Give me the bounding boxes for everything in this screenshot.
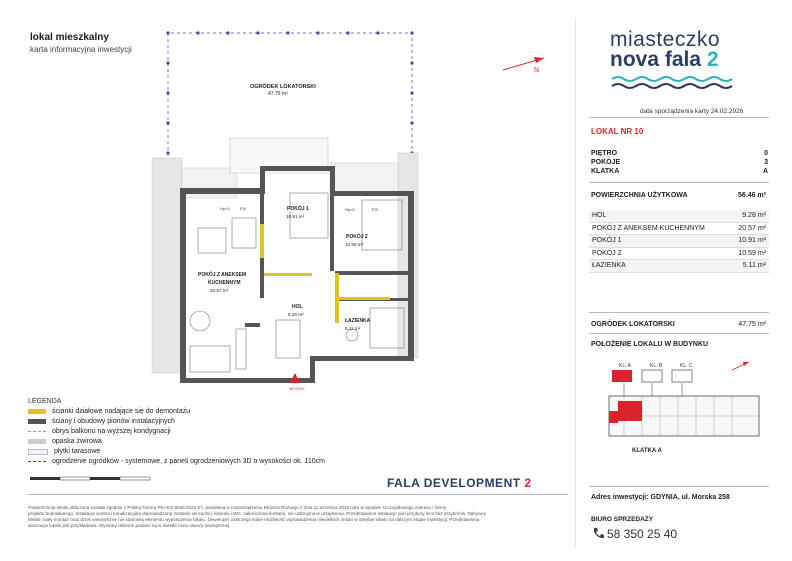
legend-item xyxy=(28,438,102,445)
room-area-ak: 20.57 m² xyxy=(210,288,229,293)
detail-label-rooms: POKOJE xyxy=(591,159,621,166)
divider xyxy=(28,494,568,495)
room-name: POKÓJ 2 xyxy=(592,249,622,257)
fix-label: FIX xyxy=(240,206,247,211)
rooms-table xyxy=(589,210,769,273)
legend-title: LEGENDA xyxy=(28,398,62,405)
legend-swatch xyxy=(28,419,46,424)
logo-line2 xyxy=(610,48,719,72)
divider xyxy=(589,117,769,118)
developer-logo-part: DEVELOPMENT xyxy=(423,476,525,490)
legend-item xyxy=(28,448,100,455)
usable-area-label: POWIERZCHNIA UŻYTKOWA xyxy=(591,192,688,199)
fix-label: FIX xyxy=(372,207,379,212)
hp-label: Hp=0 xyxy=(345,207,355,212)
legend-text: ścianki działowe nadające się do demontażu xyxy=(52,408,191,415)
table-row xyxy=(589,235,769,248)
detail-value-staircase: A xyxy=(762,168,768,175)
legend-text: ściany i obudowy pionów instalacyjnych xyxy=(52,418,175,425)
legend-swatch xyxy=(28,439,46,444)
footnote-line: aranżacja lokalu jest przykładowa. Wymiary okienne podane są w świetle muru otwory zewnętrznej. xyxy=(28,523,231,528)
room-area: 5.11 m² xyxy=(742,262,766,269)
hp-label: Hp=0 xyxy=(220,206,230,211)
room-area: 10.91 m² xyxy=(738,237,766,244)
room-area-hol: 9.28 m² xyxy=(288,312,304,317)
room-name: HOL xyxy=(592,212,607,219)
table-row xyxy=(589,248,769,261)
logo-number: 2 xyxy=(706,48,719,71)
address: Adres inwestycji: GDYNIA, ul. Morska 258 xyxy=(591,494,730,501)
divider xyxy=(589,333,769,334)
detail-label-staircase: KLATKA xyxy=(591,168,620,175)
phone-number[interactable]: 58 350 25 40 xyxy=(607,527,678,541)
room-area-laz: 5.11 m² xyxy=(345,326,361,331)
room-area: 10.59 m² xyxy=(738,249,766,257)
room-area: 9.28 m² xyxy=(742,212,766,219)
divider xyxy=(589,486,769,487)
room-label-laz: ŁAZIENKA xyxy=(345,318,371,324)
phone-icon xyxy=(592,527,603,539)
legend-text: płytki tarasowe xyxy=(54,448,101,455)
legend-text: ogrodzenie ogródków - systemowe, z paneli ogrodzeniowych 3D o wysokości ok. 110cm xyxy=(52,458,326,465)
gravel-left xyxy=(152,158,182,373)
table-row xyxy=(589,260,769,273)
room-name: ŁAZIENKA xyxy=(592,262,626,269)
north-label: N xyxy=(534,67,540,74)
garden-label: OGRÓDEK LOKATORSKI xyxy=(591,321,675,328)
footnote-line: projektu budowlanego. Instalacja wodna i kanalizacyjna doprowadzona zostanie do kuchni, łazienki i WC, zakończona korkami, nie uzbrojona w urządzenia. Przedstawione instalacje pod przybory lecz bez przyborów. Nabywcy xyxy=(28,511,487,516)
developer-logo-number: 2 xyxy=(524,476,532,490)
garden-value: 47.75 m² xyxy=(738,321,766,328)
klatka-label: KLATKA A xyxy=(632,448,662,454)
legend-item xyxy=(28,418,175,425)
detail-label-floor: PIĘTRO xyxy=(591,150,618,157)
kl-a-label: KL. A xyxy=(619,363,631,369)
developer-logo xyxy=(387,476,532,490)
legend-item xyxy=(28,458,325,465)
developer-logo-part: FALA xyxy=(387,476,424,490)
usable-area-value: 56.46 m² xyxy=(737,192,766,199)
footnote xyxy=(28,505,548,529)
garden-fence xyxy=(168,33,412,156)
legend-swatch xyxy=(28,461,46,462)
entrance-label: WEJŚCIE xyxy=(289,387,305,391)
date-label: data sporządzenia karty 24.02.2026 xyxy=(640,108,744,115)
legend-swatch xyxy=(28,409,46,414)
table-row xyxy=(589,223,769,236)
legend-item xyxy=(28,408,190,415)
legend-text: opaska żwirowa xyxy=(52,438,102,445)
north-arrow-icon xyxy=(500,48,550,76)
section-divider xyxy=(575,18,576,548)
room-label-p1: POKÓJ 1 xyxy=(287,206,309,212)
footnote-line: Meble, biały montaż oraz drzwi wewnętrzne nie stanowią elementu wyposażenia lokalu. Deweloper zastrzega sobie możliwość wprowadzenia niewielkich zmian w obrębie lokalu na dalszym etapie inwestycji. Przedstawiona xyxy=(28,517,480,522)
lokal-number: LOKAL NR 10 xyxy=(591,127,644,136)
room-area: 20.57 m² xyxy=(738,224,766,232)
room-label-hol: HOL xyxy=(292,304,303,310)
kl-b-label: KL. B xyxy=(650,363,663,369)
floor-plan xyxy=(140,28,430,391)
footnote-line: Powierzchnia lokalu obliczona została zgodnie z Polską Normą PN-ISO 9836:2022-07, powołaną w rozporządzeniu Ministra Rozwoju z dnia 11 września 2020 roku w sprawie szczegółowego zakresu i formy xyxy=(28,505,447,510)
legend-swatch xyxy=(28,449,48,455)
garden-area: 47.75 m² xyxy=(268,91,288,97)
sales-office-label: BIURO SPRZEDAŻY xyxy=(591,516,654,523)
divider xyxy=(589,312,769,313)
legend-item xyxy=(28,428,171,435)
legend-text: obrys balkonu na wyższej kondygnacji xyxy=(52,428,171,435)
divider xyxy=(589,182,769,183)
building-key-plan xyxy=(604,356,764,456)
detail-value-floor: 0 xyxy=(764,150,768,157)
table-row xyxy=(589,210,769,223)
room-name: POKÓJ Z ANEKSEM KUCHENNYM xyxy=(592,224,705,232)
room-label-ak2: KUCHENNYM xyxy=(208,280,241,286)
logo-text: nova fala xyxy=(610,48,702,71)
logo-waves-icon xyxy=(610,74,740,92)
kl-c-label: KL. C xyxy=(680,363,693,369)
room-label-ak: POKÓJ Z ANEKSEM xyxy=(198,272,247,278)
room-label-p2: POKÓJ 2 xyxy=(346,234,368,240)
room-area-p2: 10.59 m² xyxy=(345,242,364,247)
logo-line1: miasteczko xyxy=(610,28,721,51)
room-area-p1: 10.91 m² xyxy=(286,214,305,219)
garden-name: OGRÓDEK LOKATORSKI xyxy=(250,84,316,90)
legend-swatch xyxy=(28,431,46,432)
scale-bar xyxy=(30,476,170,486)
room-name: POKÓJ 1 xyxy=(592,237,622,244)
location-label: POŁOŻENIE LOKALU W BUDYNKU xyxy=(591,341,709,348)
page-subtitle: karta informacyjna inwestycji xyxy=(30,45,132,54)
page-title: lokal mieszkalny xyxy=(30,32,109,43)
detail-value-rooms: 3 xyxy=(764,159,768,166)
